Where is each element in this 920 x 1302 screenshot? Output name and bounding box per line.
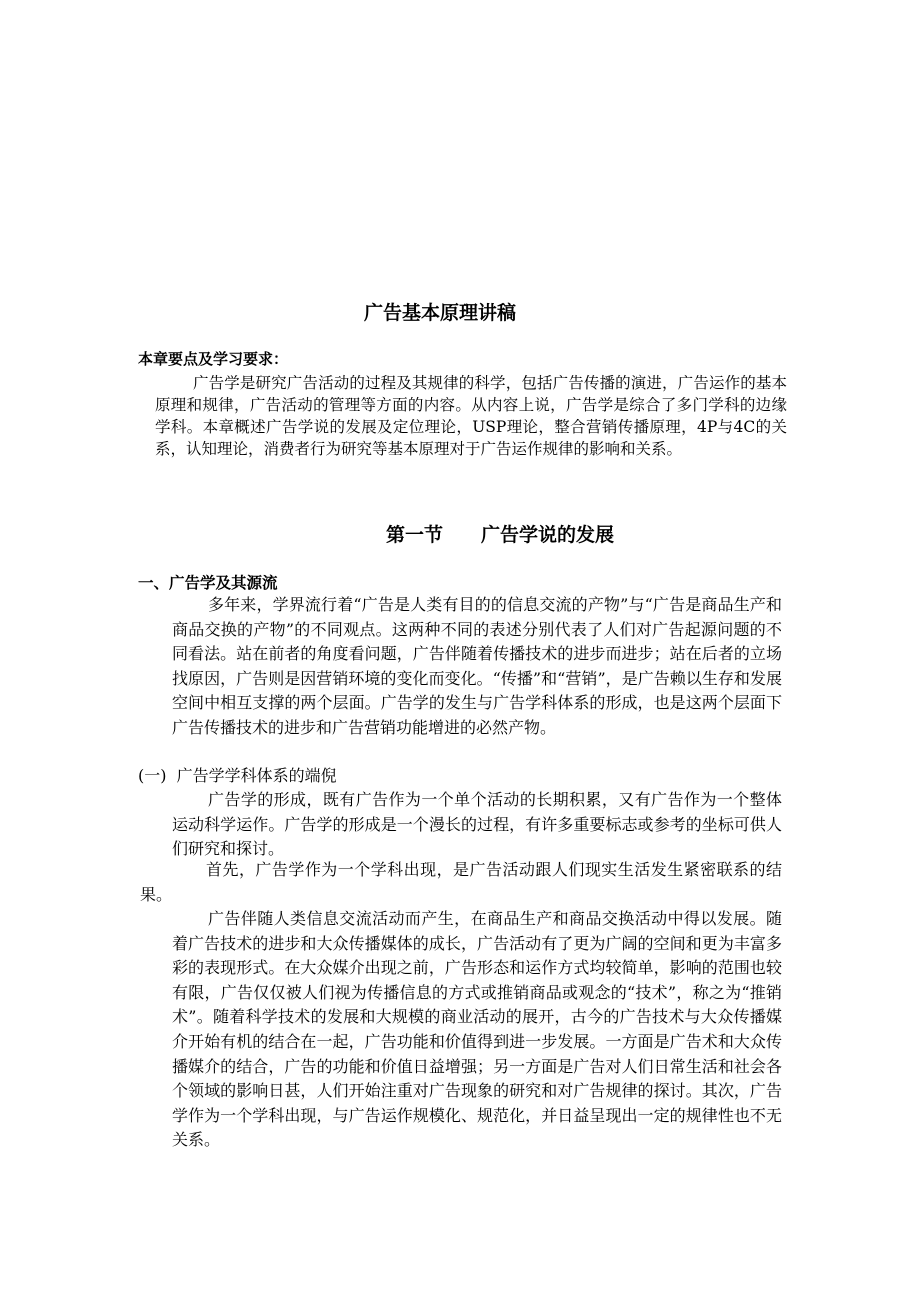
heading-1: 一、广告学及其源流 bbox=[138, 574, 278, 592]
requirements-heading: 本章要点及学习要求： bbox=[138, 350, 289, 368]
paragraph-4: 广告伴随人类信息交流活动而产生，在商品生产和商品交换活动中得以发展。随着广告技术的进步和大众传播媒体的成长，广告活动有了更为广阔的空间和更为丰富多彩的表现形式。在大众媒介出现之前，广告形态和运作方式均较简单，影响的范围也较有限，广告仅仅被人们视为传播信息的方式或推销商品或观念的“技术”，称之为“推销术”。随着科学技术的发展和大规模的商业活动的展开，古今的广告技术与大众传播媒介开始有机的结合在一起，广告功能和价值得到进一步发展。一方面是广告术和大众传播媒介的结合，广告的功能和价值日益增强；另一方面是广告对人们日常生活和社会各个领域的影响日甚，人们开始注重对广告现象的研究和对广告规律的探讨。其次，广告学作为一个学科出现，与广告运作规模化、规范化，并日益呈现出一定的规律性也不无关系。 bbox=[172, 909, 782, 1150]
section-title: 第一节 广告学说的发展 bbox=[385, 524, 614, 546]
paragraph-3: 首先，广告学作为一个学科出现，是广告活动跟人们现实生活发生紧密联系的结果。 bbox=[140, 860, 782, 904]
document-title: 广告基本原理讲稿 bbox=[363, 302, 516, 324]
paragraph-1: 多年来，学界流行着“广告是人类有目的的信息交流的产物”与“广告是商品生产和商品交换的产物”的不同观点。这两种不同的表述分别代表了人们对广告起源问题的不同看法。站在前者的角度看问题，广告伴随着传播技术的进步而进步；站在后者的立场找原因，广告则是因营销环境的变化而变化。“传播”和“营销”，是广告赖以生存和发展空间中相互支撑的两个层面。广告学的发生与广告学科体系的形成，也是这两个层面下广告传播技术的进步和广告营销功能增进的必然产物。 bbox=[172, 595, 782, 737]
subheading-1: (一) 广告学学科体系的端倪 bbox=[138, 766, 337, 785]
paragraph-2: 广告学的形成，既有广告作为一个单个活动的长期积累，又有广告作为一个整体运动科学运作。广告学的形成是一个漫长的过程，有许多重要标志或参考的坐标可供人们研究和探讨。 bbox=[172, 790, 782, 858]
intro-paragraph: 广告学是研究广告活动的过程及其规律的科学，包括广告传播的演进，广告运作的基本原理和规律，广告活动的管理等方面的内容。从内容上说，广告学是综合了多门学科的边缘学科。本章概述广告学说的发展及定位理论，USP理论，整合营销传播原理，4P与4C的关系，认知理论，消费者行为研究等基本原理对于广告运作规律的影响和关系。 bbox=[155, 374, 787, 458]
